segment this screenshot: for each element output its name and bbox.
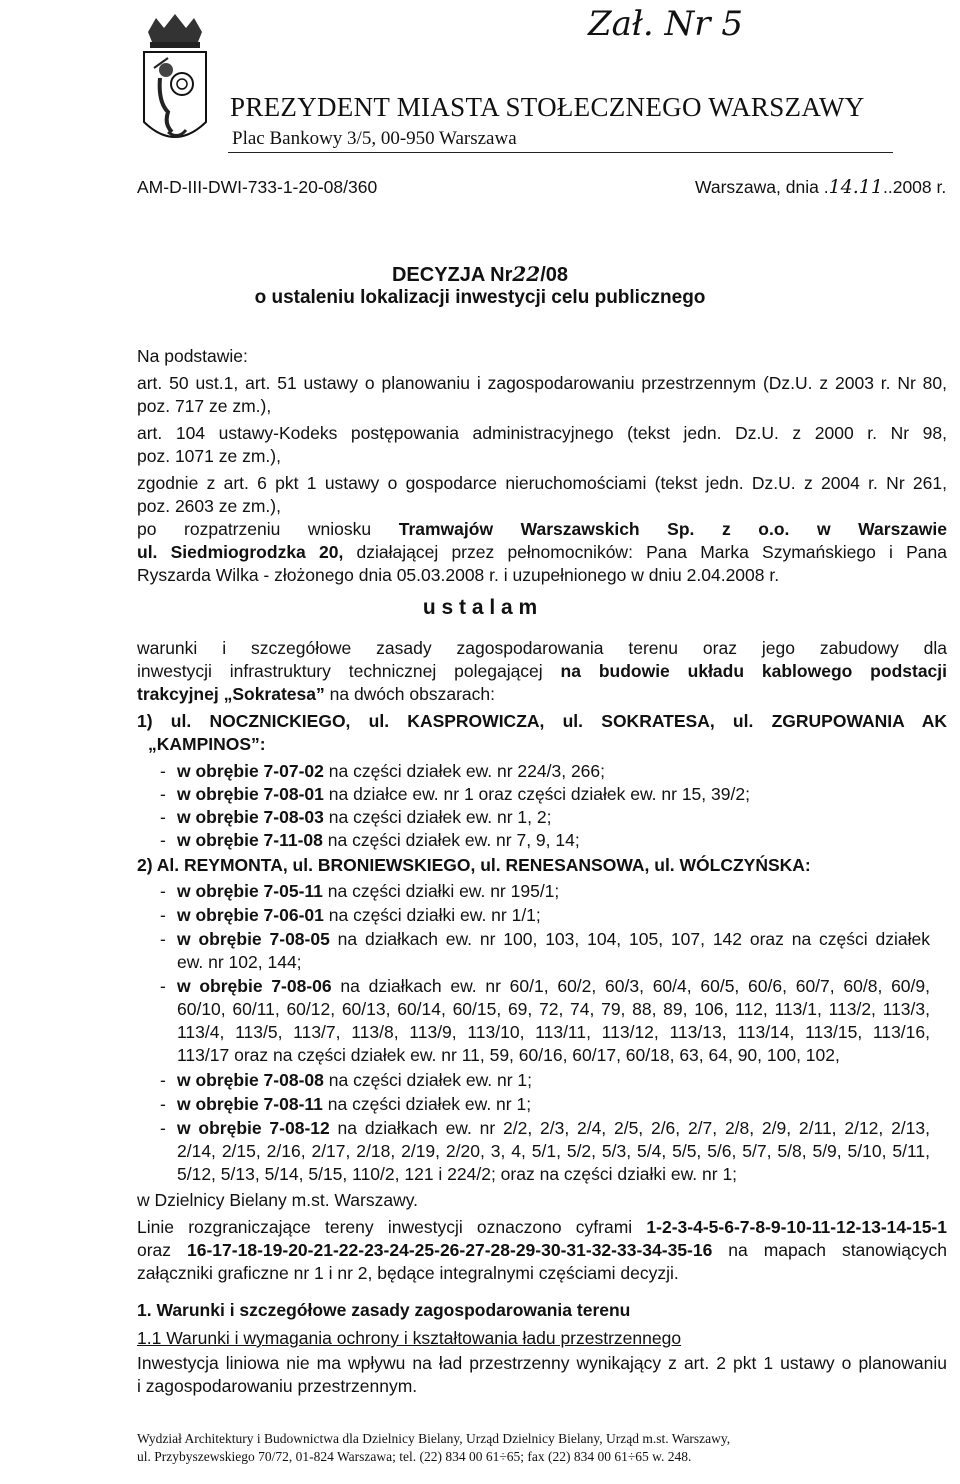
area-1-item-precinct: w obrębie 7-07-02 [177, 761, 324, 781]
area-2-item: - w obrębie 7-08-05 na działkach ew. nr 100, 103, 104, 105, 107, 142 oraz na części działek [160, 929, 930, 949]
area-1-item: - w obrębie 7-11-08 na części działek ew. nr 7, 9, 14; [160, 830, 580, 850]
area-2-item-continuation: 113/17 oraz na części działek ew. nr 11, 59, 60/16, 60/17, 60/18, 63, 64, 90, 100, 102, [177, 1045, 840, 1065]
area-2-item: - w obrębie 7-05-11 na części działki ew. nr 195/1; [160, 881, 560, 901]
area-2-item: - w obrębie 7-06-01 na części działki ew. nr 1/1; [160, 905, 541, 925]
date-handwritten: 14.11 [828, 176, 883, 198]
place-date [695, 176, 946, 199]
boundaries-line-1 [137, 1216, 947, 1239]
area-1-item-plots: na części działek ew. nr 7, 9, 14; [322, 830, 580, 850]
legal-basis-item-3-line-1: zgodnie z art. 6 pkt 1 ustawy o gospodarce nieruchomościami (tekst jedn. Dz.U. z 2004 r. Nr 261, [137, 473, 947, 493]
authority-title: PREZYDENT MIASTA STOŁECZNEGO WARSZAWY [230, 92, 865, 122]
area-2-item-plots: na części działki ew. nr 195/1; [322, 881, 560, 901]
application-intro: po rozpatrzeniu wniosku [137, 519, 399, 539]
area-2-item-plots: na części działek ew. nr 1; [323, 1070, 533, 1090]
section-1-1-paragraph-line-1: Inwestycja liniowa nie ma wpływu na ład przestrzenny wynikający z art. 2 pkt 1 ustawy o planowaniu [137, 1353, 947, 1373]
area-2-item: - w obrębie 7-08-08 na części działek ew. nr 1; [160, 1070, 533, 1090]
legal-basis-item-4-line-2 [137, 541, 947, 564]
area-2-item: - w obrębie 7-08-12 na działkach ew. nr 2/2, 2/3, 2/4, 2/5, 2/6, 2/7, 2/8, 2/9, 2/11, 2/12, 2/13, [160, 1118, 930, 1138]
decision-keyword: u s t a l a m [422, 596, 538, 619]
area-2-item: - w obrębie 7-08-11 na części działek ew. nr 1; [160, 1094, 532, 1114]
warsaw-coat-of-arms-logo [138, 12, 212, 160]
scope-line-1: warunki i szczegółowe zasady zagospodarowania terenu oraz jego zabudowy dla [137, 638, 947, 658]
section-1-heading: 1. Warunki i szczegółowe zasady zagospodarowania terenu [137, 1300, 631, 1320]
area-2-heading: 2) Al. REYMONTA, ul. BRONIEWSKIEGO, ul. RENESANSOWA, ul. WÓLCZYŃSKA: [137, 855, 811, 875]
area-2-item-continuation: 2/14, 2/15, 2/16, 2/17, 2/18, 2/19, 2/20, 3, 4, 5/1, 5/2, 5/3, 5/4, 5/5, 5/6, 5/7, 5/8, 5/9, 5/10, 5/11, [177, 1141, 930, 1161]
area-2-item: - w obrębie 7-08-06 na działkach ew. nr 60/1, 60/2, 60/3, 60/4, 60/5, 60/6, 60/7, 60/8, 60/9, [160, 976, 930, 996]
section-1-1-subheading: 1.1 Warunki i wymagania ochrony i kształtowania ładu przestrzennego [137, 1328, 682, 1348]
area-1-item: - w obrębie 7-08-01 na działce ew. nr 1 oraz części działek ew. nr 15, 39/2; [160, 784, 750, 804]
area-2-item-plots: na działkach ew. nr 60/1, 60/2, 60/3, 60/4, 60/5, 60/6, 60/7, 60/8, 60/9, [331, 976, 930, 996]
legal-basis-item-1-line-1: art. 50 ust.1, art. 51 ustawy o planowaniu i zagospodarowaniu przestrzennym (Dz.U. z 2003 r. Nr 80, [137, 373, 947, 393]
area-1-heading-line-1: 1) ul. NOCZNICKIEGO, ul. KASPROWICZA, ul. SOKRATESA, ul. ZGRUPOWANIA AK [137, 711, 947, 731]
boundary-points-area-2: 16-17-18-19-20-21-22-23-24-25-26-27-28-29-30-31-32-33-34-35-16 [187, 1240, 713, 1260]
applicant-name: Tramwajów Warszawskich Sp. z o.o. w Warszawie [398, 519, 947, 539]
area-2-item-precinct: w obrębie 7-06-01 [177, 905, 324, 925]
area-2-item-precinct: w obrębie 7-08-05 [177, 929, 330, 949]
decision-title [0, 262, 960, 287]
area-2-item-precinct: w obrębie 7-08-11 [177, 1094, 323, 1114]
section-1-1-paragraph-line-2: i zagospodarowaniu przestrzennym. [137, 1376, 418, 1396]
place-date-prefix: Warszawa, dnia . [695, 177, 829, 197]
legal-basis-intro: Na podstawie: [137, 346, 248, 366]
area-2-item-continuation: 113/4, 113/5, 113/7, 113/8, 113/9, 113/10, 113/11, 113/12, 113/13, 113/14, 113/15, 113/16, [177, 1022, 930, 1042]
applicant-address: ul. Siedmiogrodzka 20, [137, 542, 344, 562]
applicant-representatives: działającej przez pełnomocników: Pana Marka Szymańskiego i Pana [343, 542, 948, 562]
area-2-item-continuation: ew. nr 102, 144; [177, 952, 302, 972]
case-number: AM-D-III-DWI-733-1-20-08/360 [137, 177, 378, 197]
authority-address: Plac Bankowy 3/5, 00-950 Warszawa [232, 128, 517, 149]
area-1-item: - w obrębie 7-07-02 na części działek ew. nr 224/3, 266; [160, 761, 606, 781]
legal-basis-item-2-line-2: poz. 1071 ze zm.), [137, 446, 281, 466]
area-1-item-precinct: w obrębie 7-08-01 [177, 784, 324, 804]
area-1-item-plots: na części działek ew. nr 1, 2; [323, 807, 552, 827]
scope-line-3 [137, 683, 495, 706]
district-line: w Dzielnicy Bielany m.st. Warszawy. [137, 1190, 419, 1210]
area-2-item-precinct: w obrębie 7-08-06 [177, 976, 332, 996]
boundaries-line-3: załączniki graficzne nr 1 i nr 2, będące integralnymi częściami decyzji. [137, 1263, 679, 1283]
scope-investment-type: inwestycji infrastruktury technicznej polegającej [137, 661, 561, 681]
scope-investment-subject: na budowie układu kablowego podstacji [560, 661, 948, 681]
boundaries-conj: oraz [137, 1240, 188, 1260]
header-divider [228, 152, 893, 153]
boundaries-line-2 [137, 1239, 947, 1262]
footer-line-2: ul. Przybyszewskiego 70/72, 01-824 Warszawa; tel. (22) 834 00 61÷65; fax (22) 834 00 61÷65 w. 248. [137, 1449, 692, 1464]
area-2-item-precinct: w obrębie 7-05-11 [177, 881, 323, 901]
place-date-suffix: ..2008 r. [882, 177, 947, 197]
area-2-item-continuation: 5/12, 5/13, 5/14, 5/15, 110/2, 121 i 224/2; oraz na części działki ew. nr 1; [177, 1164, 738, 1184]
area-2-item-precinct: w obrębie 7-08-08 [177, 1070, 324, 1090]
area-1-item-plots: na działce ew. nr 1 oraz części działek ew. nr 15, 39/2; [323, 784, 750, 804]
area-1-heading-line-2: „KAMPINOS”: [148, 734, 266, 754]
decision-title-prefix: DECYZJA Nr [391, 264, 513, 286]
area-2-item-plots: na działkach ew. nr 100, 103, 104, 105, 107, 142 oraz na części działek [329, 929, 930, 949]
legal-basis-item-1-line-2: poz. 717 ze zm.), [137, 396, 272, 416]
boundaries-maps: na mapach stanowiących [712, 1240, 947, 1260]
area-2-item-plots: na części działki ew. nr 1/1; [323, 905, 541, 925]
legal-basis-item-2-line-1: art. 104 ustawy-Kodeks postępowania administracyjnego (tekst jedn. Dz.U. z 2000 r. Nr 98, [137, 423, 947, 443]
decision-title-suffix: /08 [540, 264, 569, 286]
footer-line-1: Wydział Architektury i Budownictwa dla Dzielnicy Bielany, Urząd Dzielnicy Bielany, Urząd m.st. Warszawy, [137, 1431, 731, 1446]
legal-basis-item-4-line-1 [137, 518, 947, 541]
area-1-item-precinct: w obrębie 7-08-03 [177, 807, 324, 827]
legal-basis-item-4-line-3: Ryszarda Wilka - złożonego dnia 05.03.2008 r. i uzupełnionego w dniu 2.04.2008 r. [137, 565, 780, 585]
boundary-points-area-1: 1-2-3-4-5-6-7-8-9-10-11-12-13-14-15-1 [646, 1217, 947, 1237]
area-2-item-plots: na działkach ew. nr 2/2, 2/3, 2/4, 2/5, 2/6, 2/7, 2/8, 2/9, 2/11, 2/12, 2/13, [329, 1118, 930, 1138]
scope-line-2 [137, 660, 947, 683]
area-2-item-precinct: w obrębie 7-08-12 [177, 1118, 330, 1138]
area-1-item: - w obrębie 7-08-03 na części działek ew. nr 1, 2; [160, 807, 552, 827]
decision-subtitle: o ustaleniu lokalizacji inwestycji celu publicznego [254, 287, 706, 308]
area-2-item-plots: na części działek ew. nr 1; [322, 1094, 532, 1114]
boundaries-intro: Linie rozgraniczające tereny inwestycji oznaczono cyframi [137, 1217, 647, 1237]
scope-areas-intro: na dwóch obszarach: [324, 684, 495, 704]
decision-number-handwritten: 22 [512, 262, 541, 286]
scope-substation-name: trakcyjnej „Sokratesa” [137, 684, 325, 704]
area-1-item-plots: na części działek ew. nr 224/3, 266; [323, 761, 606, 781]
attachment-note-handwritten: Zał. Nr 5 [588, 4, 743, 44]
area-1-item-precinct: w obrębie 7-11-08 [177, 830, 323, 850]
area-2-item-continuation: 60/10, 60/11, 60/12, 60/13, 60/14, 60/15, 69, 72, 74, 79, 88, 89, 106, 112, 113/1, 113/2, 113/3, [177, 999, 930, 1019]
legal-basis-item-3-line-2: poz. 2603 ze zm.), [137, 496, 281, 516]
